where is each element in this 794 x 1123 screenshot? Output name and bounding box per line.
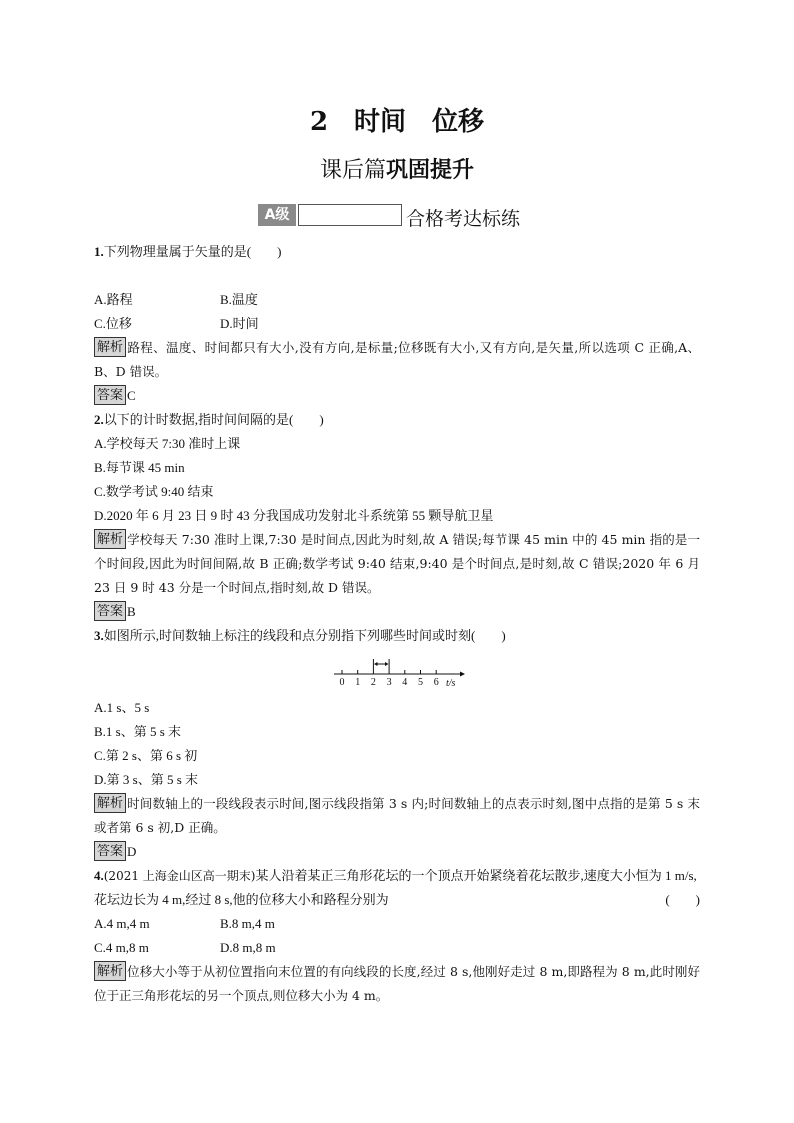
options-list <box>94 288 700 336</box>
question-3 <box>94 624 700 864</box>
analysis-text: 位移大小等于从初位置指向末位置的有向线段的长度,经过 8 s,他刚好走过 8 m,即路程为 8 m,此时刚好位于正三角形花坛的另一个顶点,则位移大小为 4 m。 <box>94 964 700 1003</box>
option-b: B.温度 <box>220 292 258 307</box>
analysis-label: 解析 <box>94 793 126 813</box>
page-title: 2 时间 位移 <box>309 107 485 137</box>
question-stem <box>94 408 700 432</box>
answer-value: D <box>127 844 137 859</box>
option-d: D.2020 年 6 月 23 日 9 时 43 分我国成功发射北斗系统第 55 颗导航卫星 <box>94 508 494 523</box>
options-list <box>94 912 700 960</box>
question-text: 如图所示,时间数轴上标注的线段和点分别指下列哪些时间或时刻( ) <box>103 628 506 643</box>
question-4 <box>94 864 700 1008</box>
section-banner <box>258 202 521 230</box>
answer-label: 答案 <box>94 841 126 861</box>
section-level-badge: A级 <box>258 204 296 226</box>
analysis-text: 时间数轴上的一段线段表示时间,图示线段指第 3 s 内;时间数轴上的点表示时刻,图中点指的是第 5 s 末或者第 6 s 初,D 正确。 <box>94 796 700 835</box>
tick-label-6: 6 <box>433 677 439 688</box>
question-number: 4. <box>94 868 104 883</box>
segment-right-arrow-icon <box>385 662 389 666</box>
spacer <box>94 264 700 288</box>
analysis-label: 解析 <box>94 961 126 981</box>
answer <box>94 384 700 408</box>
time-axis-figure <box>94 648 700 696</box>
analysis <box>94 336 700 384</box>
analysis-text: 学校每天 7:30 准时上课,7:30 是时间点,因此为时刻,故 A 错误;每节课 45 min 中的 45 min 指的是一个时间段,因此为时间间隔,故 B 正确;数学考试 9:40 结束,9:40 是个时间点,是时刻,故 C 错误;2020 年 6 月 23 日 9 时 43 分是一个时间点,指时刻,故 D 错误。 <box>94 532 700 595</box>
question-number: 2. <box>94 412 104 427</box>
option-c: C.第 2 s、第 6 s 初 <box>94 748 198 763</box>
option-d: D.8 m,8 m <box>220 940 276 955</box>
option-c: C.4 m,8 m <box>94 940 149 955</box>
answer <box>94 840 700 864</box>
section-banner-box <box>298 204 402 226</box>
question-2 <box>94 408 700 624</box>
option-a: A.1 s、5 s <box>94 700 150 715</box>
tick-label-3: 3 <box>386 677 392 688</box>
option-d: D.第 3 s、第 5 s 末 <box>94 772 199 787</box>
axis-arrow-icon <box>460 672 465 677</box>
section-name: 合格考达标练 <box>406 208 521 230</box>
time-axis <box>330 648 470 696</box>
axis-unit-label: t/s <box>446 678 456 689</box>
option-a: A.4 m,4 m <box>94 916 150 931</box>
answer-bracket: ( ) <box>665 892 700 907</box>
tick-label-2: 2 <box>370 677 376 688</box>
question-stem <box>94 624 700 648</box>
analysis-text: 路程、温度、时间都只有大小,没有方向,是标量;位移既有大小,又有方向,是矢量,所以选项 C 正确,A、B、D 错误。 <box>94 340 700 379</box>
option-c: C.位移 <box>94 316 132 331</box>
option-b: B.1 s、第 5 s 末 <box>94 724 182 739</box>
questions-content <box>94 240 700 1008</box>
analysis <box>94 960 700 1008</box>
answer-label: 答案 <box>94 385 126 405</box>
question-number: 3. <box>94 628 104 643</box>
question-number: 1. <box>94 244 104 259</box>
question-stem <box>94 864 700 912</box>
question-text: 下列物理量属于矢量的是( ) <box>103 244 282 259</box>
page-subtitle <box>0 154 794 187</box>
option-b: B.8 m,4 m <box>220 916 275 931</box>
option-b: B.每节课 45 min <box>94 460 185 475</box>
tick-label-5: 5 <box>418 677 423 688</box>
tick-label-0: 0 <box>339 677 345 688</box>
analysis <box>94 792 700 840</box>
option-a: A.路程 <box>94 292 133 307</box>
question-text: 以下的计时数据,指时间间隔的是( ) <box>103 412 324 427</box>
answer-value: C <box>127 388 136 403</box>
answer <box>94 600 700 624</box>
option-c: C.数学考试 9:40 结束 <box>94 484 214 499</box>
question-stem <box>94 240 700 264</box>
subtitle-part-1: 课后篇 <box>319 158 386 183</box>
option-d: D.时间 <box>220 316 259 331</box>
answer-value: B <box>127 604 136 619</box>
segment-left-arrow-icon <box>374 662 378 666</box>
tick-label-4: 4 <box>402 677 408 688</box>
question-source: (2021 上海金山区高一期末) <box>103 869 256 883</box>
analysis <box>94 528 700 600</box>
answer-label: 答案 <box>94 601 126 621</box>
analysis-label: 解析 <box>94 529 126 549</box>
question-1 <box>94 240 700 408</box>
option-a: A.学校每天 7:30 准时上课 <box>94 436 241 451</box>
subtitle-part-2: 巩固提升 <box>386 157 475 183</box>
analysis-label: 解析 <box>94 337 126 357</box>
tick-label-1: 1 <box>355 677 361 688</box>
question-text: 某人沿着某正三角形花坛的一个顶点开始紧绕着花坛散步,速度大小恒为 1 m/s,花坛边长为 4 m,经过 8 s,他的位移大小和路程分别为 <box>94 868 697 907</box>
